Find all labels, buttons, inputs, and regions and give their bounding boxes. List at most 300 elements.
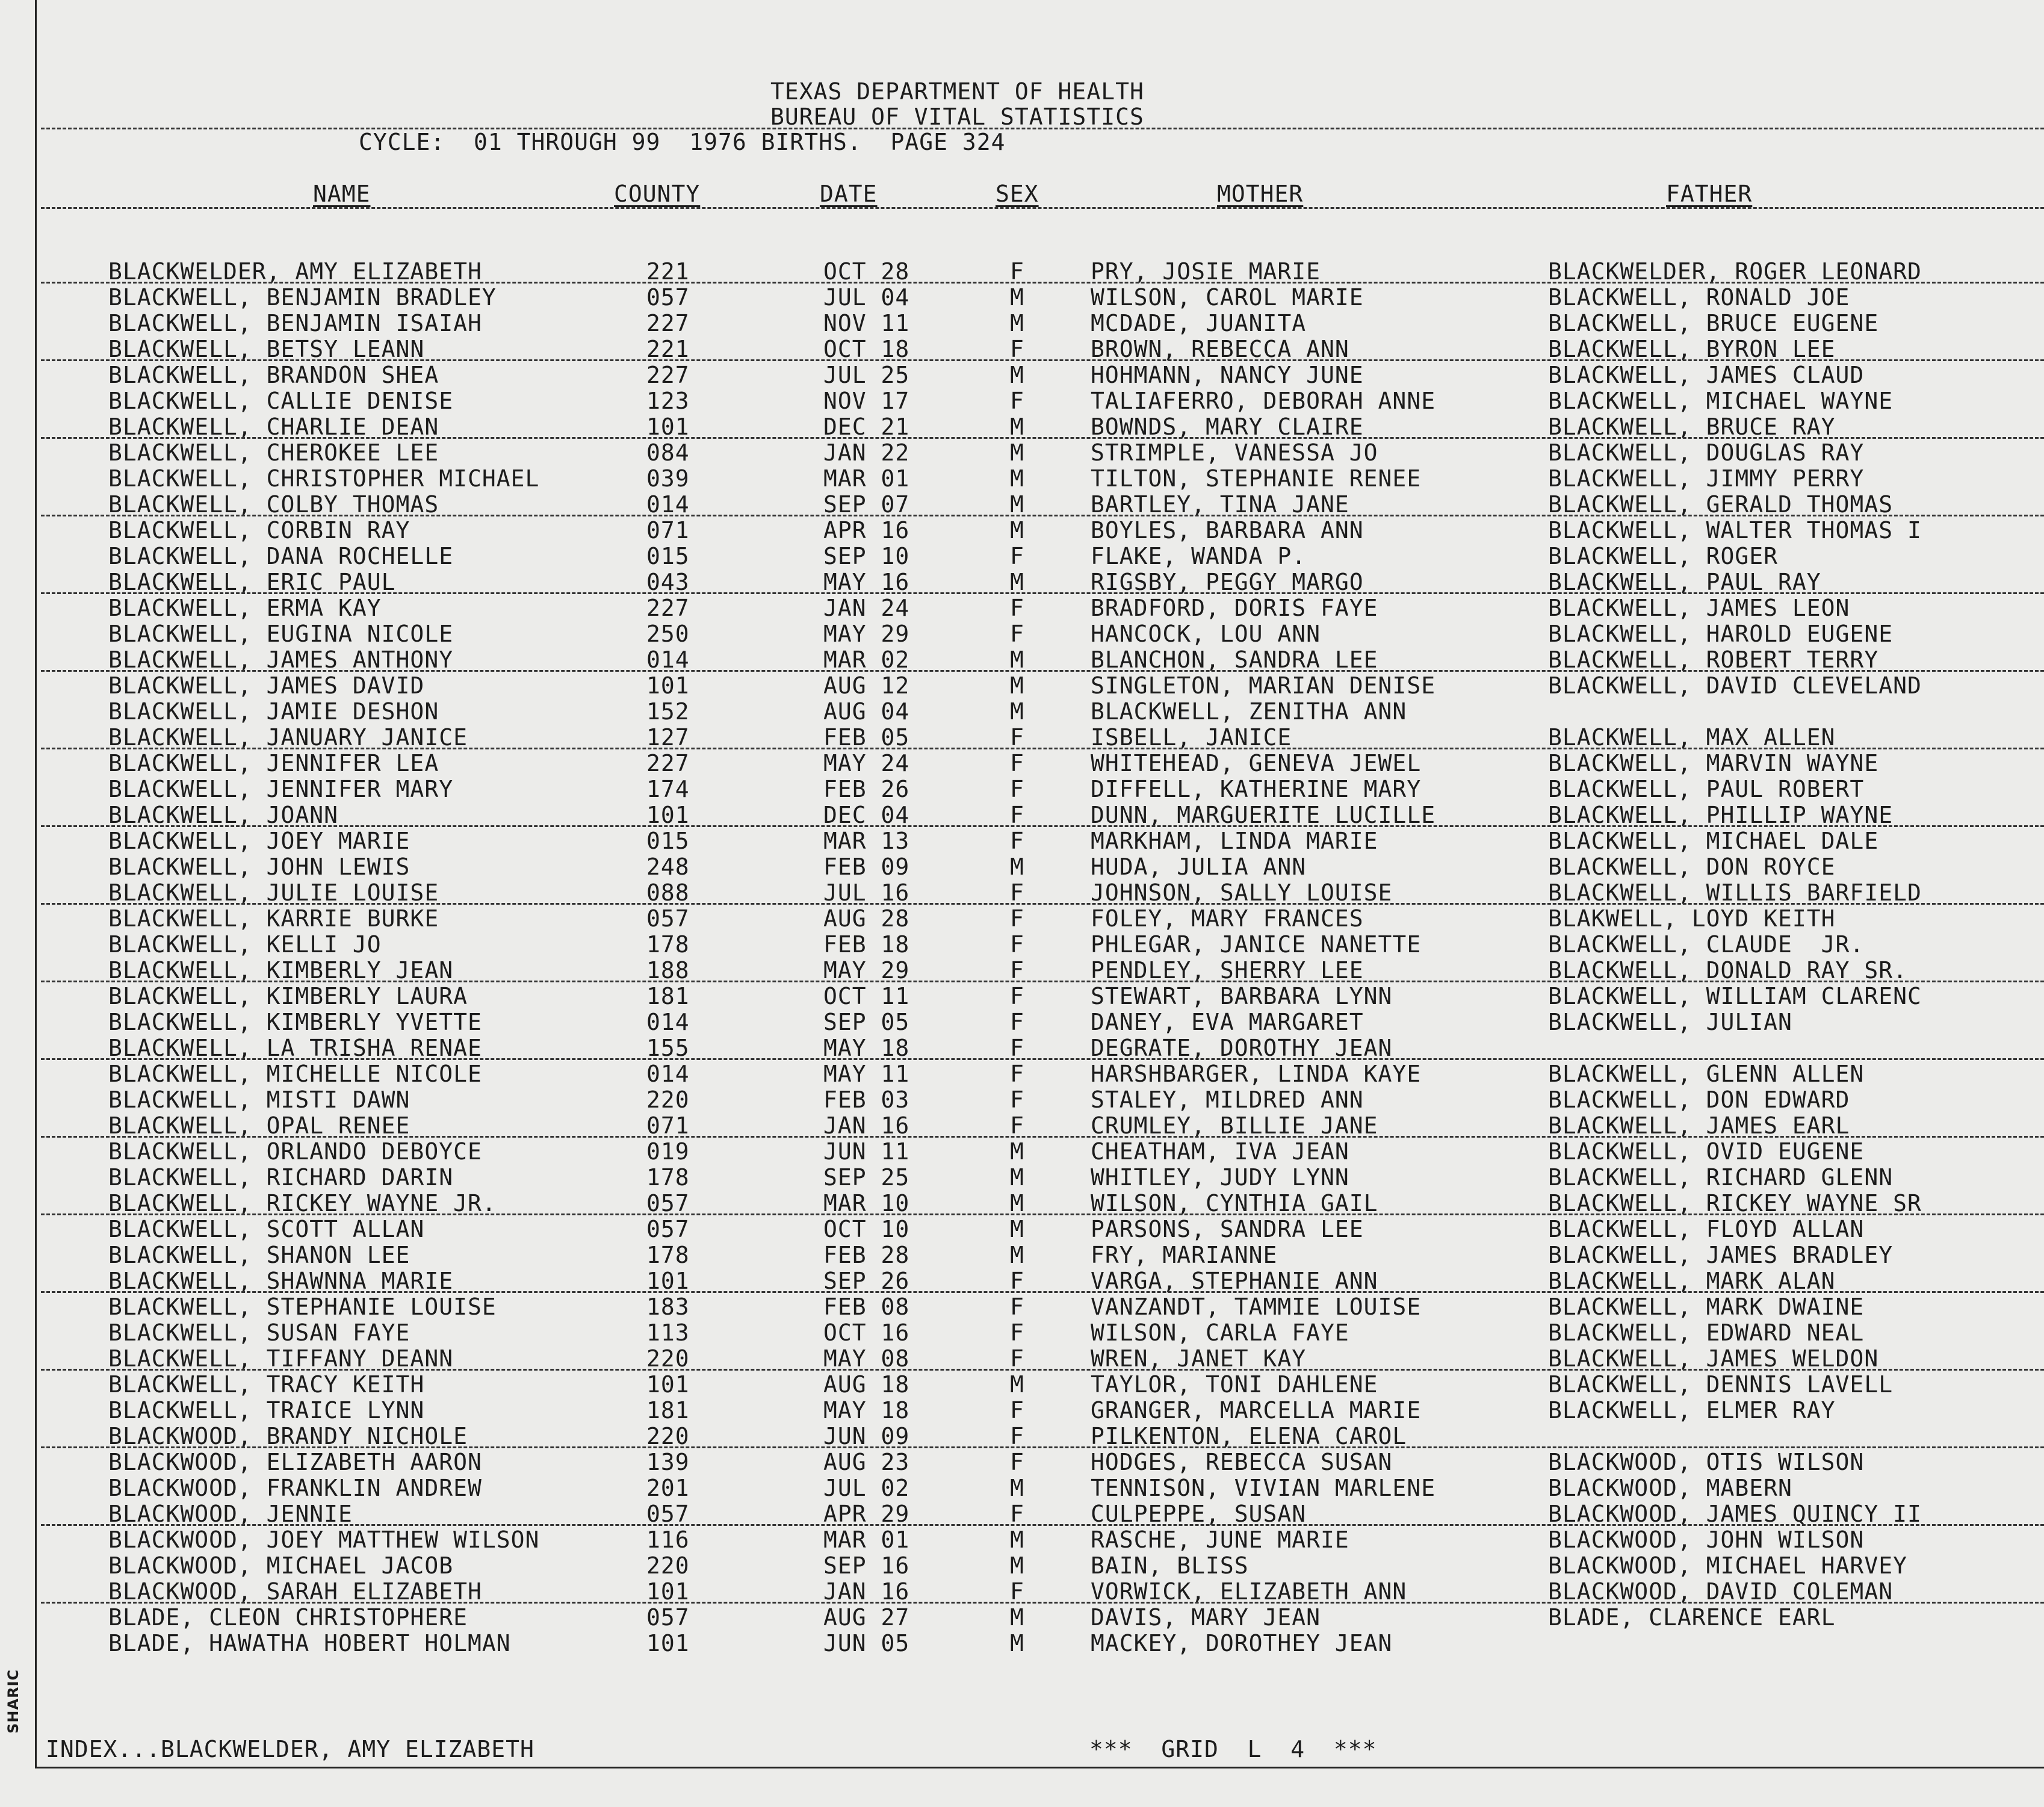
record-county: 101 [646, 672, 690, 699]
record-date: OCT 11 [823, 983, 910, 1009]
record-date: MAY 29 [823, 621, 910, 647]
record-name: BLACKWOOD, JOEY MATTHEW WILSON [108, 1526, 540, 1553]
record-date: FEB 18 [823, 931, 910, 958]
record-row [0, 1139, 2044, 1165]
record-name: BLACKWELL, KIMBERLY YVETTE [108, 1009, 482, 1035]
record-sex: F [1010, 879, 1024, 906]
record-county: 071 [646, 517, 690, 544]
record-mother: CULPEPPE, SUSAN [1091, 1501, 1307, 1527]
record-county: 015 [646, 828, 690, 854]
bureau-title: BUREAU OF VITAL STATISTICS [770, 104, 1144, 130]
record-row [0, 1605, 2044, 1631]
record-row [0, 1398, 2044, 1424]
record-father: BLACKWELL, DAVID CLEVELAND [1548, 672, 1922, 699]
record-county: 014 [646, 1009, 690, 1035]
record-sex: F [1010, 1061, 1024, 1087]
record-sex: F [1010, 1035, 1024, 1061]
record-name: BLACKWOOD, JENNIE [108, 1501, 353, 1527]
record-date: JUL 25 [823, 362, 910, 388]
record-mother: WILSON, CYNTHIA GAIL [1091, 1190, 1378, 1217]
record-father: BLACKWOOD, MICHAEL HARVEY [1548, 1552, 1907, 1579]
record-name: BLACKWELL, ERIC PAUL [108, 569, 396, 595]
record-row [0, 1035, 2044, 1061]
record-row [0, 440, 2044, 466]
record-county: 113 [646, 1319, 690, 1346]
record-date: MAY 08 [823, 1345, 910, 1372]
record-name: BLADE, HAWATHA HOBERT HOLMAN [108, 1630, 511, 1657]
record-name: BLACKWELL, TIFFANY DEANN [108, 1345, 454, 1372]
record-mother: PILKENTON, ELENA CAROL [1091, 1423, 1407, 1449]
record-county: 071 [646, 1112, 690, 1139]
record-county: 101 [646, 414, 690, 440]
record-row [0, 388, 2044, 414]
record-father: BLACKWELL, JULIAN [1548, 1009, 1792, 1035]
record-mother: PARSONS, SANDRA LEE [1091, 1216, 1364, 1242]
record-sex: F [1010, 1294, 1024, 1320]
record-sex: F [1010, 388, 1024, 414]
record-name: BLACKWELL, BENJAMIN BRADLEY [108, 284, 497, 311]
record-mother: HARSHBARGER, LINDA KAYE [1091, 1061, 1422, 1087]
record-mother: MARKHAM, LINDA MARIE [1091, 828, 1378, 854]
record-name: BLACKWELL, BENJAMIN ISAIAH [108, 310, 482, 336]
record-mother: SINGLETON, MARIAN DENISE [1091, 672, 1436, 699]
record-sex: F [1010, 1009, 1024, 1035]
record-row [0, 699, 2044, 725]
record-sex: F [1010, 1268, 1024, 1294]
record-row [0, 802, 2044, 828]
record-date: NOV 17 [823, 388, 910, 414]
record-sex: F [1010, 983, 1024, 1009]
record-date: MAR 02 [823, 646, 910, 673]
record-father: BLACKWELL, GLENN ALLEN [1548, 1061, 1865, 1087]
record-county: 178 [646, 1164, 690, 1191]
record-father: BLACKWELL, PAUL ROBERT [1548, 776, 1865, 802]
column-header-name: NAME [313, 181, 371, 207]
record-sex: F [1010, 1086, 1024, 1113]
record-date: MAR 13 [823, 828, 910, 854]
record-sex: F [1010, 621, 1024, 647]
column-header-date: DATE [820, 181, 878, 207]
record-date: JAN 22 [823, 439, 910, 466]
record-mother: FOLEY, MARY FRANCES [1091, 905, 1364, 932]
record-mother: ISBELL, JANICE [1091, 724, 1292, 751]
record-date: FEB 03 [823, 1086, 910, 1113]
record-name: BLACKWELL, OPAL RENEE [108, 1112, 410, 1139]
record-name: BLACKWELL, RICKEY WAYNE JR. [108, 1190, 497, 1217]
record-father: BLACKWELL, WALTER THOMAS I [1548, 517, 1922, 544]
record-mother: WHITEHEAD, GENEVA JEWEL [1091, 750, 1422, 776]
record-name: BLACKWOOD, BRANDY NICHOLE [108, 1423, 468, 1449]
record-row [0, 1527, 2044, 1553]
record-mother: DEGRATE, DOROTHY JEAN [1091, 1035, 1393, 1061]
record-date: OCT 18 [823, 336, 910, 362]
record-father: BLACKWOOD, JOHN WILSON [1548, 1526, 1865, 1553]
record-mother: WILSON, CAROL MARIE [1091, 284, 1364, 311]
record-name: BLACKWOOD, MICHAEL JACOB [108, 1552, 454, 1579]
record-date: DEC 04 [823, 802, 910, 828]
record-mother: RIGSBY, PEGGY MARGO [1091, 569, 1364, 595]
record-county: 221 [646, 258, 690, 285]
record-name: BLACKWELL, JAMES DAVID [108, 672, 425, 699]
record-mother: FRY, MARIANNE [1091, 1242, 1278, 1268]
record-county: 014 [646, 491, 690, 518]
column-header-mother: MOTHER [1217, 181, 1304, 207]
record-sex: M [1010, 569, 1024, 595]
record-mother: BLANCHON, SANDRA LEE [1091, 646, 1378, 673]
record-row [0, 725, 2044, 751]
record-date: APR 29 [823, 1501, 910, 1527]
record-father: BLACKWOOD, JAMES QUINCY II [1548, 1501, 1922, 1527]
record-father: BLACKWELL, DENNIS LAVELL [1548, 1371, 1894, 1398]
record-father: BLACKWELL, ROBERT TERRY [1548, 646, 1879, 673]
record-row [0, 569, 2044, 595]
record-row [0, 621, 2044, 647]
record-row [0, 958, 2044, 984]
record-mother: HUDA, JULIA ANN [1091, 854, 1307, 880]
record-name: BLACKWELL, KELLI JO [108, 931, 382, 958]
record-county: 227 [646, 750, 690, 776]
record-row [0, 362, 2044, 388]
record-row [0, 776, 2044, 802]
record-sex: F [1010, 1319, 1024, 1346]
record-row [0, 1009, 2044, 1035]
record-name: BLACKWELL, CHARLIE DEAN [108, 414, 439, 440]
record-sex: F [1010, 1449, 1024, 1475]
record-father: BLAKWELL, LOYD KEITH [1548, 905, 1836, 932]
record-mother: MCDADE, JUANITA [1091, 310, 1307, 336]
record-name: BLACKWELL, TRAICE LYNN [108, 1397, 425, 1424]
record-father: BLACKWELL, MICHAEL WAYNE [1548, 388, 1894, 414]
record-sex: M [1010, 672, 1024, 699]
record-name: BLACKWELL, JULIE LOUISE [108, 879, 439, 906]
record-name: BLACKWELL, SUSAN FAYE [108, 1319, 410, 1346]
record-name: BLACKWOOD, SARAH ELIZABETH [108, 1578, 482, 1605]
record-mother: VORWICK, ELIZABETH ANN [1091, 1578, 1407, 1605]
record-mother: BRADFORD, DORIS FAYE [1091, 595, 1378, 621]
record-mother: CRUMLEY, BILLIE JANE [1091, 1112, 1378, 1139]
record-date: SEP 26 [823, 1268, 910, 1294]
record-name: BLACKWELL, JOHN LEWIS [108, 854, 410, 880]
record-county: 015 [646, 543, 690, 569]
record-mother: GRANGER, MARCELLA MARIE [1091, 1397, 1422, 1424]
side-label: SHARIC [5, 1669, 22, 1734]
agency-title: TEXAS DEPARTMENT OF HEALTH [770, 78, 1144, 105]
record-father: BLACKWELL, JAMES LEON [1548, 595, 1850, 621]
record-county: 220 [646, 1086, 690, 1113]
record-mother: VARGA, STEPHANIE ANN [1091, 1268, 1378, 1294]
record-date: JAN 24 [823, 595, 910, 621]
record-row [0, 466, 2044, 492]
record-father: BLACKWOOD, OTIS WILSON [1548, 1449, 1865, 1475]
record-sex: F [1010, 1423, 1024, 1449]
record-county: 057 [646, 905, 690, 932]
record-sex: F [1010, 1345, 1024, 1372]
record-name: BLACKWELL, JANUARY JANICE [108, 724, 468, 751]
record-sex: F [1010, 905, 1024, 932]
record-name: BLACKWELL, JAMIE DESHON [108, 698, 439, 725]
record-father: BLACKWELL, CLAUDE JR. [1548, 931, 1865, 958]
record-sex: M [1010, 284, 1024, 311]
record-name: BLACKWELL, KIMBERLY JEAN [108, 957, 454, 984]
record-row [0, 285, 2044, 311]
record-date: SEP 25 [823, 1164, 910, 1191]
record-sex: M [1010, 1190, 1024, 1217]
record-name: BLACKWELL, JOANN [108, 802, 339, 828]
record-county: 127 [646, 724, 690, 751]
record-sex: M [1010, 646, 1024, 673]
record-row [0, 828, 2044, 854]
record-mother: PRY, JOSIE MARIE [1091, 258, 1321, 285]
column-header-sex: SEX [996, 181, 1039, 207]
record-father: BLACKWELL, JAMES BRADLEY [1548, 1242, 1894, 1268]
record-date: JUN 05 [823, 1630, 910, 1657]
record-name: BLACKWELDER, AMY ELIZABETH [108, 258, 482, 285]
record-row [0, 906, 2044, 932]
record-father: BLACKWELL, GERALD THOMAS [1548, 491, 1894, 518]
record-father: BLACKWOOD, DAVID COLEMAN [1548, 1578, 1894, 1605]
record-name: BLACKWELL, MICHELLE NICOLE [108, 1061, 482, 1087]
record-name: BLACKWOOD, FRANKLIN ANDREW [108, 1475, 482, 1501]
record-mother: DIFFELL, KATHERINE MARY [1091, 776, 1422, 802]
record-sex: M [1010, 698, 1024, 725]
record-father: BLACKWELL, HAROLD EUGENE [1548, 621, 1894, 647]
record-row [0, 854, 2044, 880]
record-county: 178 [646, 1242, 690, 1268]
record-mother: TAYLOR, TONI DAHLENE [1091, 1371, 1378, 1398]
record-name: BLACKWELL, CHRISTOPHER MICHAEL [108, 465, 540, 492]
record-name: BLACKWELL, SCOTT ALLAN [108, 1216, 425, 1242]
record-county: 057 [646, 1190, 690, 1217]
record-row [0, 1501, 2044, 1527]
record-row [0, 1165, 2044, 1191]
record-mother: HOHMANN, NANCY JUNE [1091, 362, 1364, 388]
record-sex: M [1010, 1526, 1024, 1553]
record-name: BLACKWELL, DANA ROCHELLE [108, 543, 454, 569]
record-sex: F [1010, 776, 1024, 802]
record-name: BLACKWELL, EUGINA NICOLE [108, 621, 454, 647]
record-date: OCT 16 [823, 1319, 910, 1346]
record-sex: M [1010, 1216, 1024, 1242]
record-name: BLACKWELL, JENNIFER LEA [108, 750, 439, 776]
record-county: 039 [646, 465, 690, 492]
record-date: JUN 11 [823, 1138, 910, 1165]
record-sex: M [1010, 439, 1024, 466]
record-date: APR 16 [823, 517, 910, 544]
record-name: BLACKWELL, CALLIE DENISE [108, 388, 454, 414]
record-father: BLACKWELL, PAUL RAY [1548, 569, 1821, 595]
record-county: 181 [646, 1397, 690, 1424]
record-date: MAY 18 [823, 1035, 910, 1061]
record-sex: M [1010, 491, 1024, 518]
record-mother: WREN, JANET KAY [1091, 1345, 1307, 1372]
record-date: FEB 26 [823, 776, 910, 802]
record-row [0, 751, 2044, 776]
record-sex: M [1010, 1371, 1024, 1398]
record-mother: STEWART, BARBARA LYNN [1091, 983, 1393, 1009]
record-father: BLACKWELL, RONALD JOE [1548, 284, 1850, 311]
column-header-father: FATHER [1666, 181, 1753, 207]
record-county: 220 [646, 1552, 690, 1579]
record-date: JUL 04 [823, 284, 910, 311]
record-row [0, 336, 2044, 362]
record-county: 116 [646, 1526, 690, 1553]
record-mother: TENNISON, VIVIAN MARLENE [1091, 1475, 1436, 1501]
record-row [0, 1424, 2044, 1449]
record-sex: M [1010, 465, 1024, 492]
record-date: AUG 04 [823, 698, 910, 725]
footer-index: INDEX...BLACKWELDER, AMY ELIZABETH [46, 1736, 534, 1762]
record-row [0, 1113, 2044, 1139]
column-header-rule [41, 207, 2044, 209]
record-name: BLACKWELL, LA TRISHA RENAE [108, 1035, 482, 1061]
record-mother: BOWNDS, MARY CLAIRE [1091, 414, 1364, 440]
record-date: MAR 10 [823, 1190, 910, 1217]
record-date: OCT 10 [823, 1216, 910, 1242]
record-row [0, 492, 2044, 518]
record-sex: F [1010, 1578, 1024, 1605]
record-row [0, 1553, 2044, 1579]
record-date: JAN 16 [823, 1112, 910, 1139]
record-date: FEB 28 [823, 1242, 910, 1268]
record-name: BLACKWELL, COLBY THOMAS [108, 491, 439, 518]
record-county: 227 [646, 310, 690, 336]
record-name: BLACKWOOD, ELIZABETH AARON [108, 1449, 482, 1475]
record-row [0, 932, 2044, 958]
record-county: 181 [646, 983, 690, 1009]
record-sex: F [1010, 802, 1024, 828]
record-mother: JOHNSON, SALLY LOUISE [1091, 879, 1393, 906]
record-name: BLACKWELL, JAMES ANTHONY [108, 646, 454, 673]
record-date: FEB 08 [823, 1294, 910, 1320]
record-county: 227 [646, 362, 690, 388]
record-name: BLACKWELL, SHANON LEE [108, 1242, 410, 1268]
record-father: BLACKWELL, JIMMY PERRY [1548, 465, 1865, 492]
record-row [0, 1294, 2044, 1320]
record-father: BLADE, CLARENCE EARL [1548, 1604, 1836, 1631]
record-mother: BARTLEY, TINA JANE [1091, 491, 1349, 518]
record-row [0, 311, 2044, 336]
record-row [0, 1449, 2044, 1475]
record-father: BLACKWELL, RICKEY WAYNE SR [1548, 1190, 1922, 1217]
record-date: MAY 16 [823, 569, 910, 595]
record-sex: F [1010, 724, 1024, 751]
record-mother: BROWN, REBECCA ANN [1091, 336, 1349, 362]
record-row [0, 1320, 2044, 1346]
record-county: 248 [646, 854, 690, 880]
record-mother: HODGES, REBECCA SUSAN [1091, 1449, 1393, 1475]
record-row [0, 518, 2044, 544]
record-date: JUN 09 [823, 1423, 910, 1449]
record-county: 019 [646, 1138, 690, 1165]
record-mother: HANCOCK, LOU ANN [1091, 621, 1321, 647]
record-county: 043 [646, 569, 690, 595]
record-county: 183 [646, 1294, 690, 1320]
record-row [0, 414, 2044, 440]
record-name: BLACKWELL, TRACY KEITH [108, 1371, 425, 1398]
record-county: 155 [646, 1035, 690, 1061]
record-row [0, 1242, 2044, 1268]
record-county: 220 [646, 1345, 690, 1372]
record-name: BLADE, CLEON CHRISTOPHERE [108, 1604, 468, 1631]
record-sex: F [1010, 931, 1024, 958]
record-row [0, 673, 2044, 699]
record-sex: M [1010, 1164, 1024, 1191]
record-father: BLACKWELL, JAMES EARL [1548, 1112, 1850, 1139]
header-rule [41, 128, 2044, 129]
record-county: 101 [646, 1371, 690, 1398]
record-father: BLACKWELL, MARVIN WAYNE [1548, 750, 1879, 776]
record-date: MAY 18 [823, 1397, 910, 1424]
record-father: BLACKWELL, DOUGLAS RAY [1548, 439, 1865, 466]
record-row [0, 259, 2044, 285]
record-mother: BLACKWELL, ZENITHA ANN [1091, 698, 1407, 725]
cycle-line: CYCLE: 01 THROUGH 99 1976 BIRTHS. PAGE 324 [359, 129, 1006, 155]
record-county: 152 [646, 698, 690, 725]
record-mother: RASCHE, JUNE MARIE [1091, 1526, 1349, 1553]
record-county: 057 [646, 284, 690, 311]
record-county: 101 [646, 1630, 690, 1657]
record-row [0, 1191, 2044, 1217]
record-name: BLACKWELL, MISTI DAWN [108, 1086, 410, 1113]
record-row [0, 1631, 2044, 1657]
record-father: BLACKWELL, BRUCE RAY [1548, 414, 1836, 440]
record-county: 174 [646, 776, 690, 802]
record-date: MAR 01 [823, 1526, 910, 1553]
record-sex: M [1010, 1138, 1024, 1165]
record-row [0, 544, 2044, 569]
record-row [0, 647, 2044, 673]
record-sex: M [1010, 517, 1024, 544]
record-county: 057 [646, 1501, 690, 1527]
record-father: BLACKWELL, OVID EUGENE [1548, 1138, 1865, 1165]
record-county: 201 [646, 1475, 690, 1501]
record-sex: F [1010, 1112, 1024, 1139]
record-date: MAY 11 [823, 1061, 910, 1087]
record-county: 178 [646, 931, 690, 958]
record-mother: STALEY, MILDRED ANN [1091, 1086, 1364, 1113]
record-date: DEC 21 [823, 414, 910, 440]
record-date: AUG 23 [823, 1449, 910, 1475]
record-sex: M [1010, 1604, 1024, 1631]
record-father: BLACKWELL, DONALD RAY SR. [1548, 957, 1907, 984]
record-row [0, 1061, 2044, 1087]
record-mother: TILTON, STEPHANIE RENEE [1091, 465, 1422, 492]
record-mother: WILSON, CARLA FAYE [1091, 1319, 1349, 1346]
record-sex: F [1010, 1397, 1024, 1424]
record-name: BLACKWELL, CORBIN RAY [108, 517, 410, 544]
record-father: BLACKWELL, DON EDWARD [1548, 1086, 1850, 1113]
record-sex: M [1010, 1630, 1024, 1657]
record-date: MAY 24 [823, 750, 910, 776]
record-name: BLACKWELL, STEPHANIE LOUISE [108, 1294, 497, 1320]
record-father: BLACKWELL, BYRON LEE [1548, 336, 1836, 362]
record-county: 188 [646, 957, 690, 984]
record-father: BLACKWELL, MICHAEL DALE [1548, 828, 1879, 854]
record-father: BLACKWELL, DON ROYCE [1548, 854, 1836, 880]
record-sex: M [1010, 310, 1024, 336]
record-county: 220 [646, 1423, 690, 1449]
record-date: SEP 10 [823, 543, 910, 569]
record-date: FEB 09 [823, 854, 910, 880]
record-name: BLACKWELL, BRANDON SHEA [108, 362, 439, 388]
footer-grid: *** GRID L 4 *** [1089, 1736, 1377, 1762]
record-date: SEP 07 [823, 491, 910, 518]
record-date: AUG 18 [823, 1371, 910, 1398]
record-father: BLACKWELL, RICHARD GLENN [1548, 1164, 1894, 1191]
record-row [0, 1372, 2044, 1398]
record-mother: STRIMPLE, VANESSA JO [1091, 439, 1378, 466]
record-name: BLACKWELL, SHAWNNA MARIE [108, 1268, 454, 1294]
